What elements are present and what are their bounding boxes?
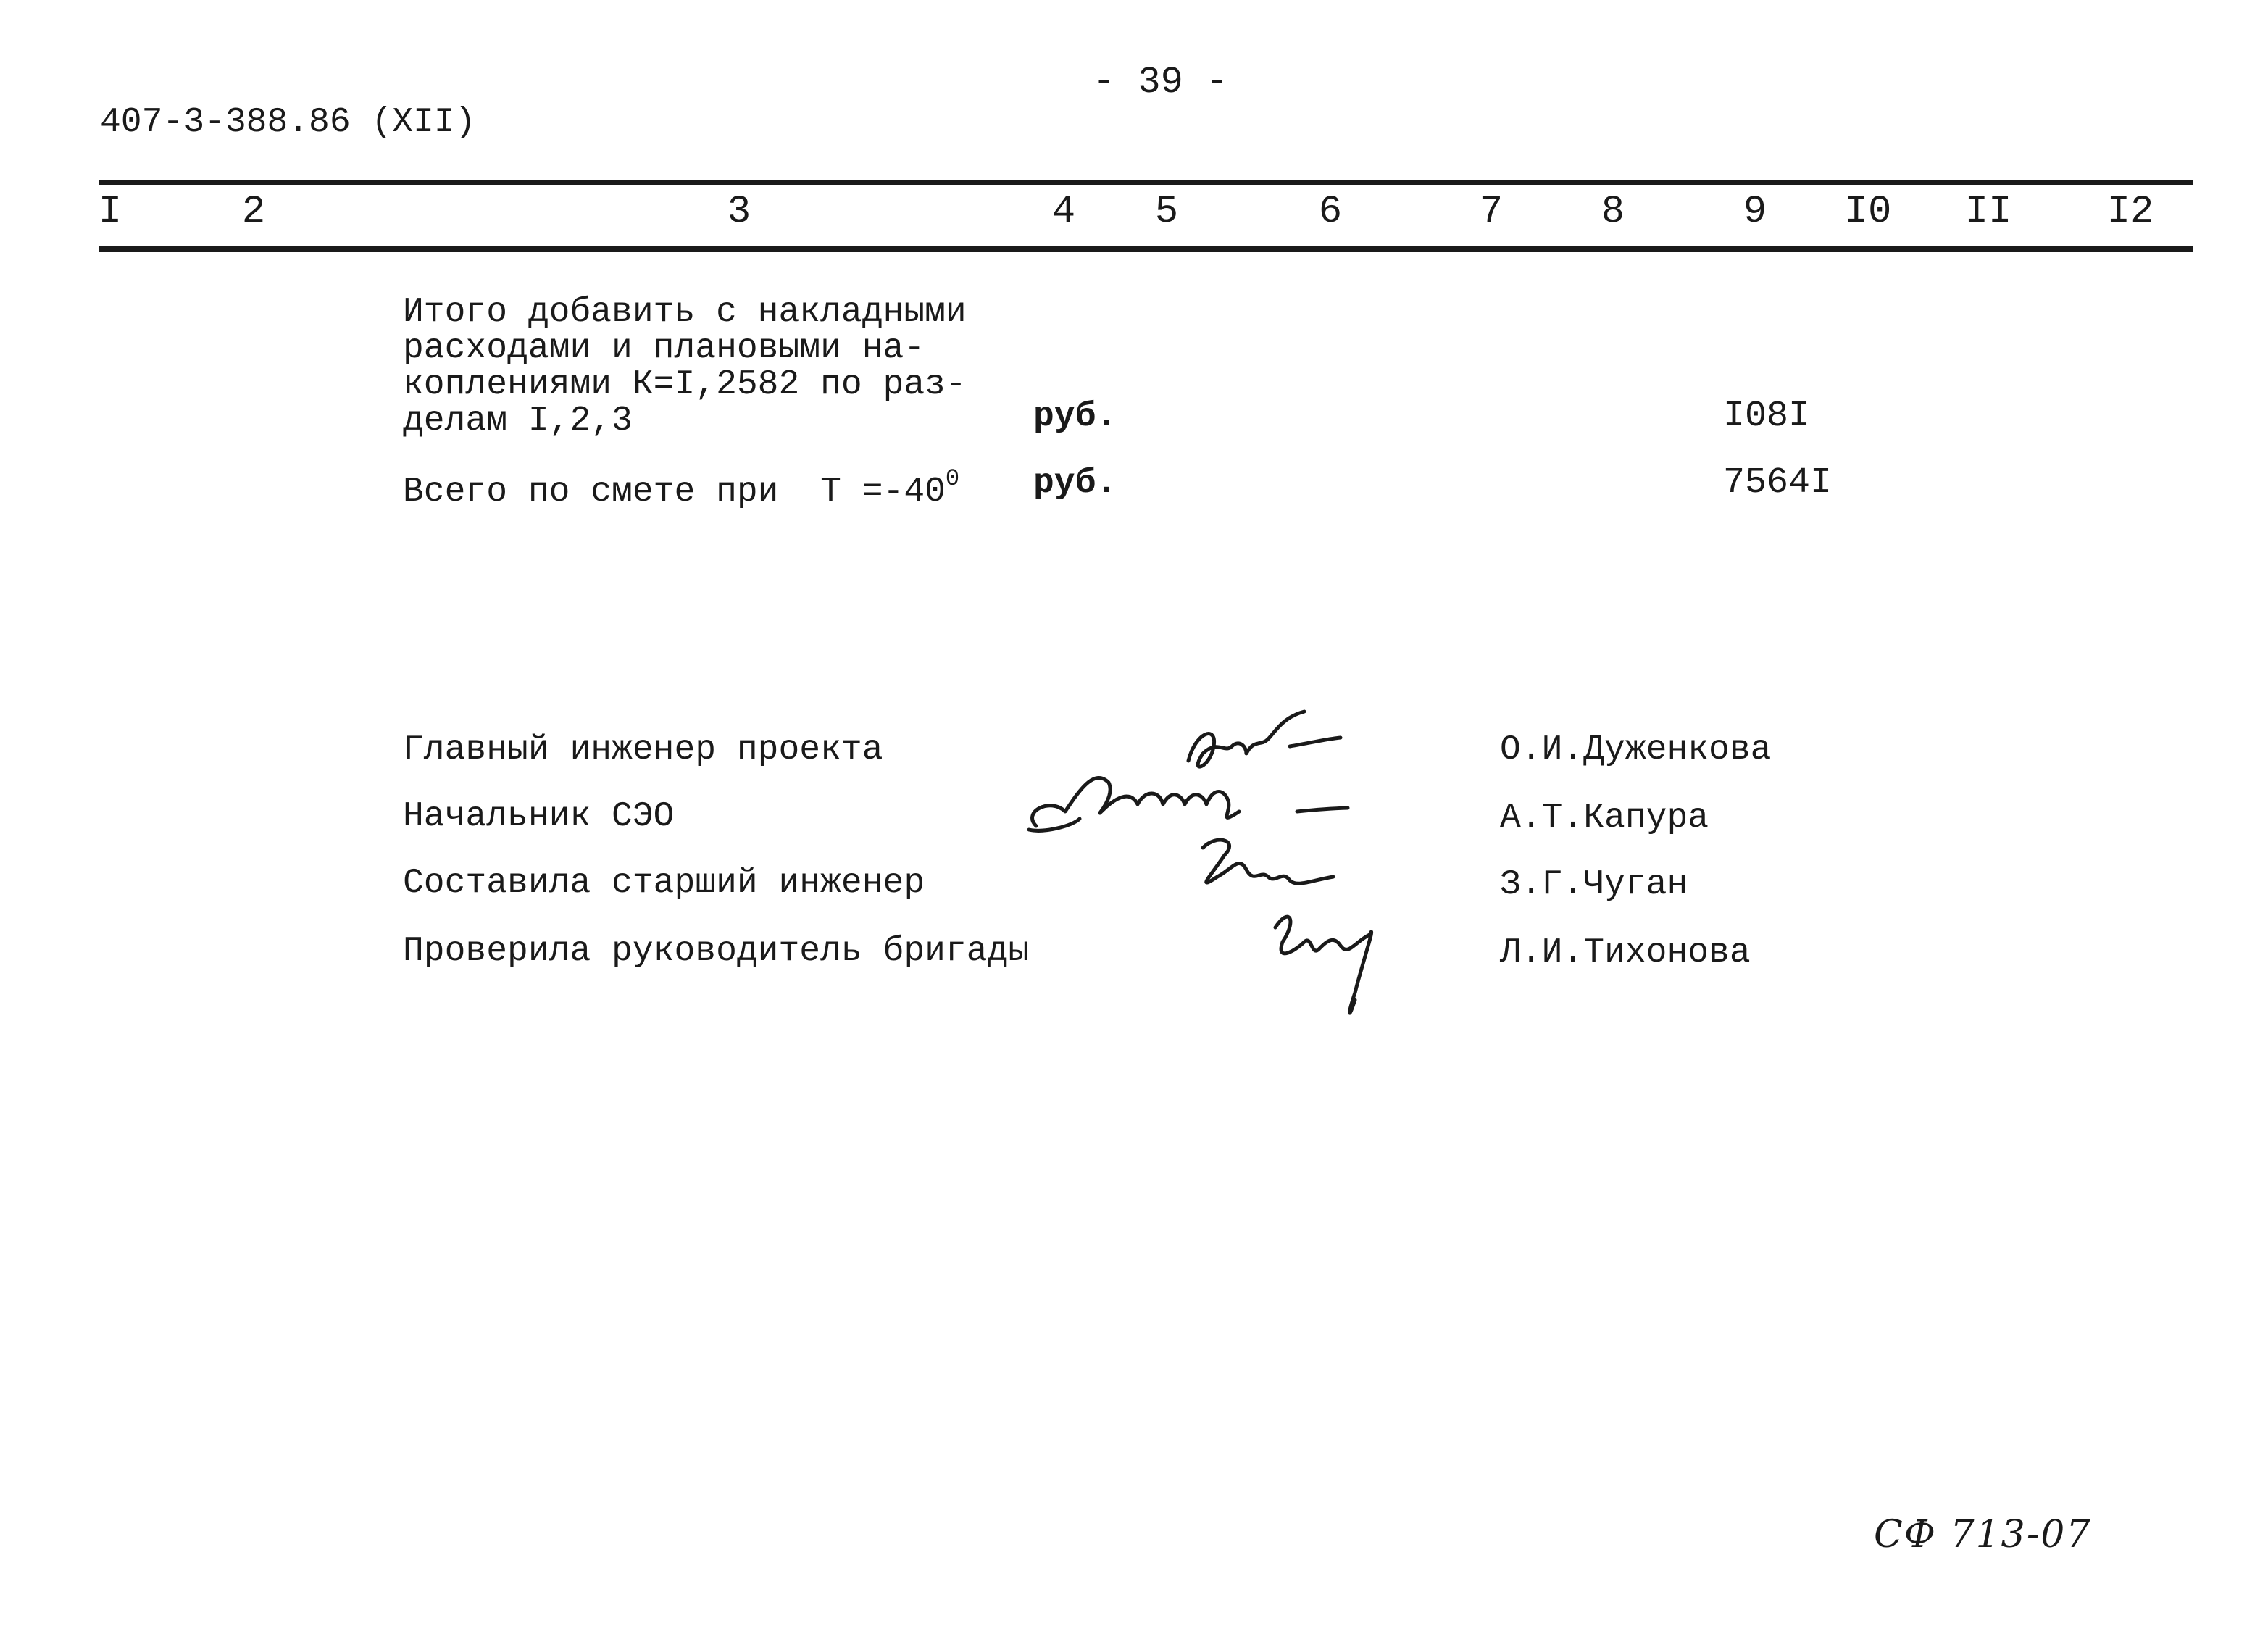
signature-4 xyxy=(1275,917,1372,1013)
row-value-total: 7564I xyxy=(1723,462,1833,504)
signature-role: Составила старший инженер xyxy=(403,864,925,903)
signature-name: О.И.Дуженкова xyxy=(1500,730,1772,770)
table-top-rule xyxy=(99,180,2193,185)
signature-1 xyxy=(1188,712,1341,767)
signature-role: Главный инженер проекта xyxy=(403,730,883,770)
signature-3 xyxy=(1203,840,1333,883)
row-description-total xyxy=(403,461,959,510)
row-description: Итого добавить с накладными расходами и плановыми на- коплениями К=I,2582 по раз- делам I,2,3 xyxy=(403,293,967,441)
degree-superscript: 0 xyxy=(945,465,960,492)
column-number: 6 xyxy=(1318,190,1343,234)
signature-name: А.Т.Капура xyxy=(1500,799,1709,838)
total-label: Всего по смете при Т =-40 xyxy=(403,472,946,512)
column-number: 2 xyxy=(241,190,266,234)
column-number: 9 xyxy=(1743,190,1767,234)
table-header-rule xyxy=(99,246,2193,252)
signature-2 xyxy=(1029,778,1348,831)
column-number: I0 xyxy=(1844,190,1892,234)
signature-role: Проверила руководитель бригады xyxy=(403,932,1030,971)
row-unit: руб. xyxy=(1033,397,1117,436)
column-number: 7 xyxy=(1479,190,1504,234)
handwritten-signatures xyxy=(1007,703,1442,1036)
signature-name: З.Г.Чуган xyxy=(1500,865,1688,904)
column-number: 4 xyxy=(1051,190,1076,234)
signature-name: Л.И.Тихонова xyxy=(1500,933,1751,972)
row-unit: руб. xyxy=(1033,464,1117,503)
column-number: 3 xyxy=(727,190,751,234)
column-number: 5 xyxy=(1154,190,1179,234)
form-stamp: СФ 713-07 xyxy=(1874,1513,2092,1556)
signature-role: Начальник СЭО xyxy=(403,797,675,836)
document-code: 407-3-388.86 (XII) xyxy=(100,103,476,142)
column-number: 8 xyxy=(1601,190,1625,234)
page-number: - 39 - xyxy=(1093,61,1229,104)
column-number: I2 xyxy=(2106,190,2154,234)
column-number: I xyxy=(98,190,122,234)
row-value: I08I xyxy=(1723,396,1811,437)
column-number: II xyxy=(1964,190,2012,234)
